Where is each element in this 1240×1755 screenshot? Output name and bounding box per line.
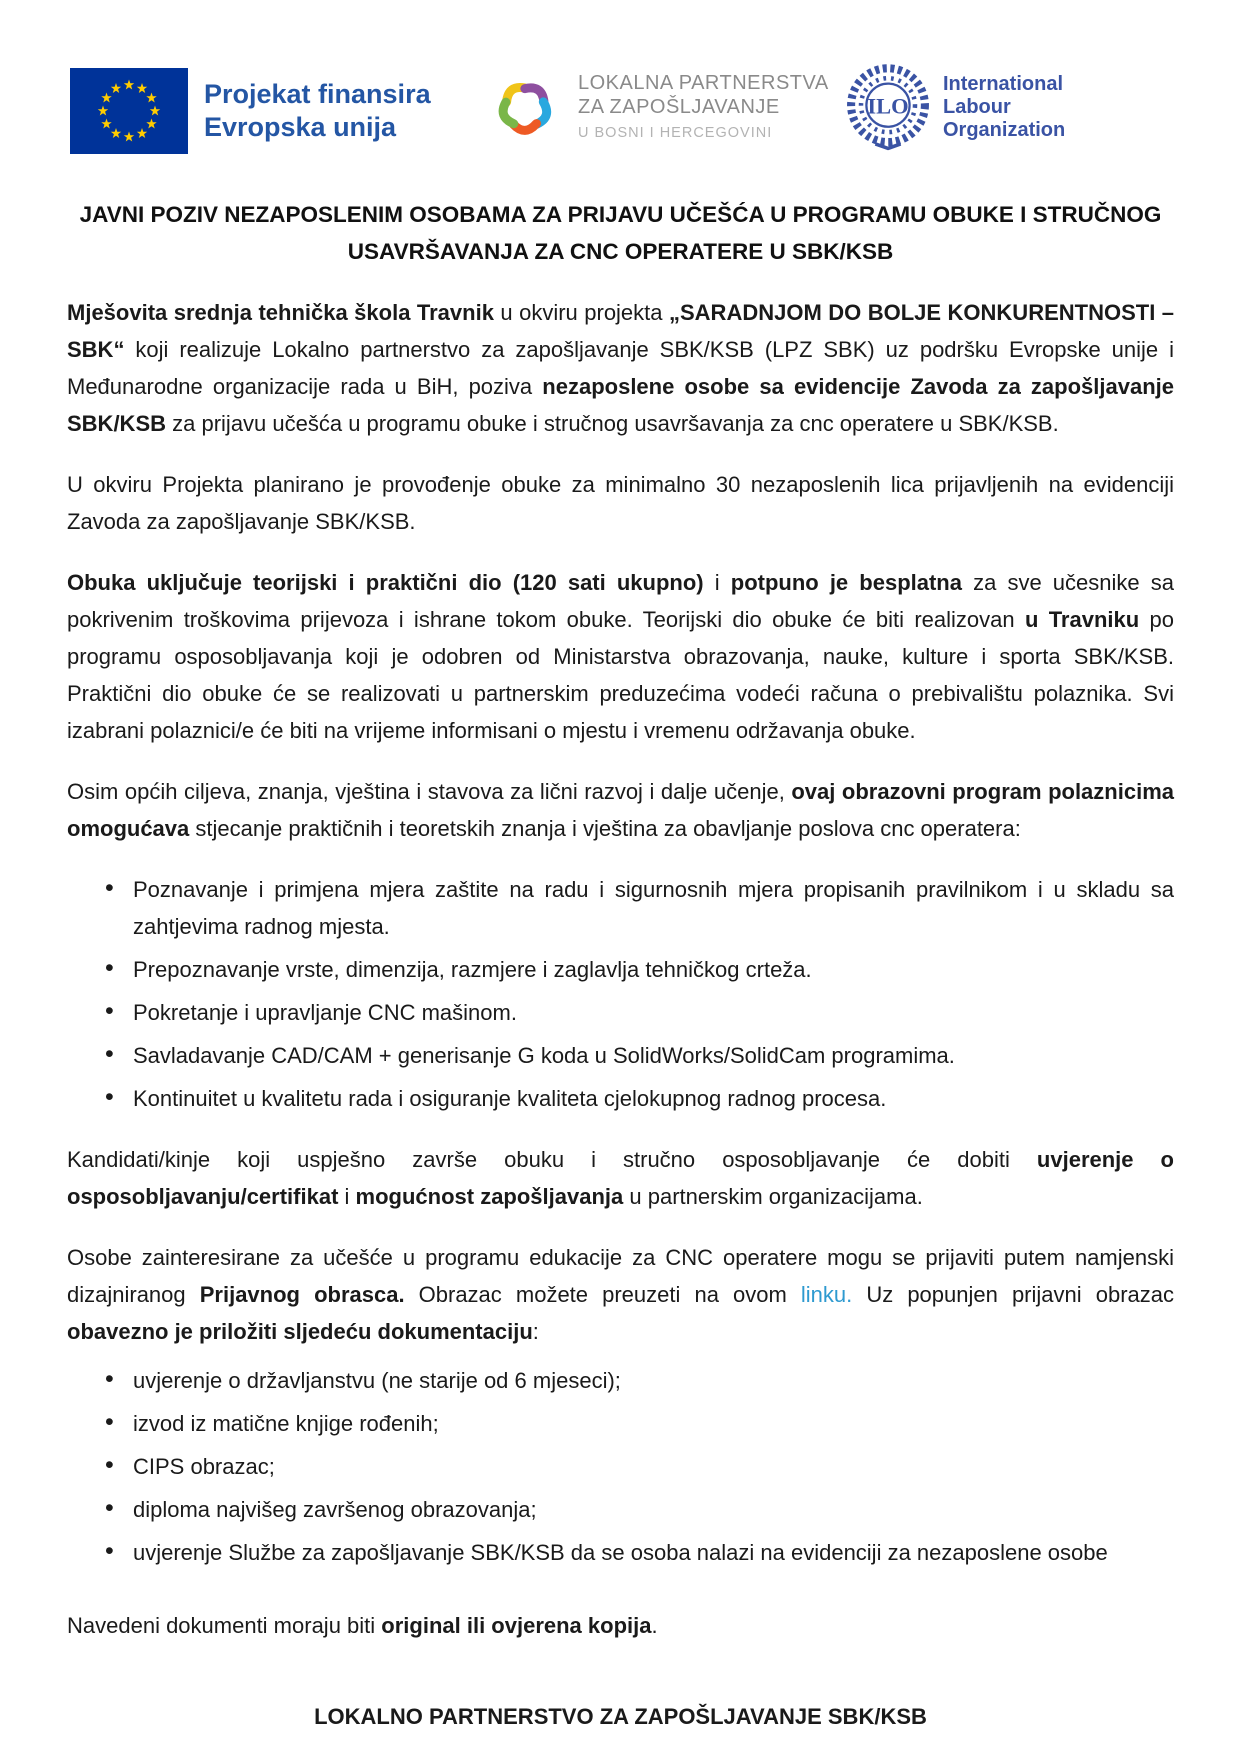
- ilo-monogram: ILO: [867, 93, 909, 119]
- eu-funding-caption: [204, 78, 431, 144]
- text-run: obavezno je priložiti sljedeću dokumentaciju: [67, 1319, 533, 1344]
- lpz-star-icon: [484, 64, 566, 152]
- logo-header: [0, 0, 1240, 166]
- text-run: Obrazac možete preuzeti na ovom: [404, 1282, 801, 1307]
- list-item: • Savladavanje CAD/CAM + generisanje G koda u SolidWorks/SolidCam programima.: [67, 1037, 1174, 1074]
- text-run: original ili ovjerena kopija: [381, 1613, 652, 1638]
- lpz-logo: [484, 64, 829, 152]
- text-run: i: [703, 570, 731, 595]
- ilo-emblem-icon: [843, 62, 933, 152]
- lpz-caption-line1: LOKALNA PARTNERSTVA: [578, 72, 829, 94]
- paragraph-certificate: [67, 1141, 1174, 1215]
- text-run: i: [338, 1184, 356, 1209]
- text-run: Osim općih ciljeva, znanja, vještina i stavova za lični razvoj i dalje učenje,: [67, 779, 792, 804]
- ilo-caption-line1: International: [943, 72, 1064, 95]
- list-item: • CIPS obrazac;: [67, 1448, 1174, 1485]
- lpz-caption: [578, 71, 829, 145]
- text-run: stjecanje praktičnih i teoretskih znanja i vještina za obavljanje poslova cnc operatera:: [189, 816, 1021, 841]
- text-run: :: [532, 1319, 539, 1344]
- text-run: uvjerenje o osposobljavanju/certifikat: [67, 1147, 1175, 1209]
- program-skills-list: [67, 871, 1174, 1117]
- text-run: u okviru projekta: [493, 300, 669, 325]
- text-run: po programu osposobljavanja koji je odobren od Ministarstva obrazovanja, nauke, kulture i sporta SBK/KSB. Praktični dio obuke će se realizovati u partnerskim preduzećima vodeći računa o prebivalištu polaznika. Svi izabrani polaznici/e će biti na vrijeme informisani o mjestu i vremenu održavanja obuke.: [67, 607, 1174, 743]
- text-run: Osobe zainteresirane za učešće u programu edukacije za CNC operatere mogu se prijaviti putem namjenski dizajniranog: [67, 1245, 1174, 1307]
- list-item: • uvjerenje o državljanstvu (ne starije od 6 mjeseci);: [67, 1362, 1174, 1399]
- document-body: [0, 196, 1240, 1730]
- list-item: • diploma najvišeg završenog obrazovanja;: [67, 1491, 1174, 1528]
- list-item: • Pokretanje i upravljanje CNC mašinom.: [67, 994, 1174, 1031]
- text-run: mogućnost zapošljavanja: [355, 1184, 624, 1209]
- text-run: Navedeni dokumenti moraju biti: [67, 1613, 382, 1638]
- text-run: .: [651, 1613, 658, 1638]
- paragraph-application: [67, 1239, 1174, 1350]
- text-run: Uz popunjen prijavni obrazac: [852, 1282, 1174, 1307]
- ilo-caption-line3: Organization: [943, 118, 1066, 141]
- text-run: nezaposlene osobe sa evidencije Zavoda za zapošljavanje SBK/KSB: [67, 374, 1174, 436]
- paragraph-intro: [67, 294, 1174, 442]
- text-run: za prijavu učešća u programu obuke i stručnog usavršavanja za cnc operatere u SBK/KSB.: [166, 411, 1059, 436]
- list-item: • Kontinuitet u kvalitetu rada i osiguranje kvaliteta cjelokupnog radnog procesa.: [67, 1080, 1174, 1117]
- eu-funding-logo: [70, 68, 431, 154]
- document-title-line2: USAVRŠAVANJA ZA CNC OPERATERE U SBK/KSB: [347, 239, 894, 264]
- eu-caption-line2: Evropska unija: [204, 112, 397, 142]
- eu-caption-line1: Projekat finansira: [204, 79, 431, 109]
- list-item: • Prepoznavanje vrste, dimenzija, razmjere i zaglavlja tehničkog crteža.: [67, 951, 1174, 988]
- list-item: • Poznavanje i primjena mjera zaštite na radu i sigurnosnih mjera propisanih pravilnikom i u skladu sa zahtjevima radnog mjesta.: [67, 871, 1174, 945]
- list-item: • izvod iz matične knjige rođenih;: [67, 1405, 1174, 1442]
- text-run: Obuka uključuje teorijski i praktični dio (120 sati ukupno): [67, 570, 704, 595]
- paragraph-training-details: [67, 564, 1174, 749]
- paragraph-originals-note: [67, 1607, 1174, 1644]
- document-footer: LOKALNO PARTNERSTVO ZA ZAPOŠLJAVANJE SBK/KSB: [314, 1704, 927, 1729]
- list-item: • uvjerenje Službe za zapošljavanje SBK/KSB da se osoba nalazi na evidenciji za nezaposlene osobe: [67, 1534, 1174, 1571]
- application-form-link[interactable]: linku.: [800, 1282, 853, 1307]
- text-run: U okviru Projekta planirano je provođenje obuke za minimalno 30 nezaposlenih lica prijavljenih na evidenciji Zavoda za zapošljavanje SBK/KSB.: [67, 472, 1174, 534]
- ilo-caption-line2: Labour: [943, 95, 1011, 118]
- paragraph-scope: [67, 466, 1174, 540]
- document-title: [67, 196, 1174, 270]
- text-run: ovaj obrazovni program polaznicima omogućava: [67, 779, 1174, 841]
- text-run: potpuno je besplatna: [730, 570, 962, 595]
- text-run: koji realizuje Lokalno partnerstvo za zapošljavanje SBK/KSB (LPZ SBK) uz podršku Evropske unije i Međunarodne organizacije rada u BiH, poziva: [67, 337, 1174, 399]
- lpz-caption-line2: ZA ZAPOŠLJAVANJE: [578, 96, 780, 118]
- text-run: „SARADNJOM DO BOLJE KONKURENTNOSTI – SBK“: [67, 300, 1175, 362]
- lpz-star-segment-green: [500, 102, 514, 126]
- text-run: u partnerskim organizacijama.: [623, 1184, 923, 1209]
- ilo-caption: [943, 73, 1065, 142]
- lpz-caption-line3: U BOSNI I HERCEGOVINI: [578, 125, 773, 141]
- text-run: Kandidati/kinje koji uspješno završe obuku i stručno osposobljavanje će dobiti: [67, 1147, 1037, 1172]
- text-run: Mješovita srednja tehnička škola Travnik: [67, 300, 494, 325]
- text-run: za sve učesnike sa pokrivenim troškovima prijevoza i ishrane tokom obuke. Teorijski dio obuke će biti realizovan: [67, 570, 1174, 632]
- required-documents-list: [67, 1362, 1174, 1571]
- text-run: Prijavnog obrasca.: [199, 1282, 405, 1307]
- document-title-line1: JAVNI POZIV NEZAPOSLENIM OSOBAMA ZA PRIJAVU UČEŠĆA U PROGRAMU OBUKE I STRUČNOG: [79, 202, 1162, 227]
- eu-flag-icon: [70, 68, 188, 154]
- ilo-logo: [843, 62, 1065, 152]
- paragraph-program-goals: [67, 773, 1174, 847]
- text-run: u Travniku: [1024, 607, 1140, 632]
